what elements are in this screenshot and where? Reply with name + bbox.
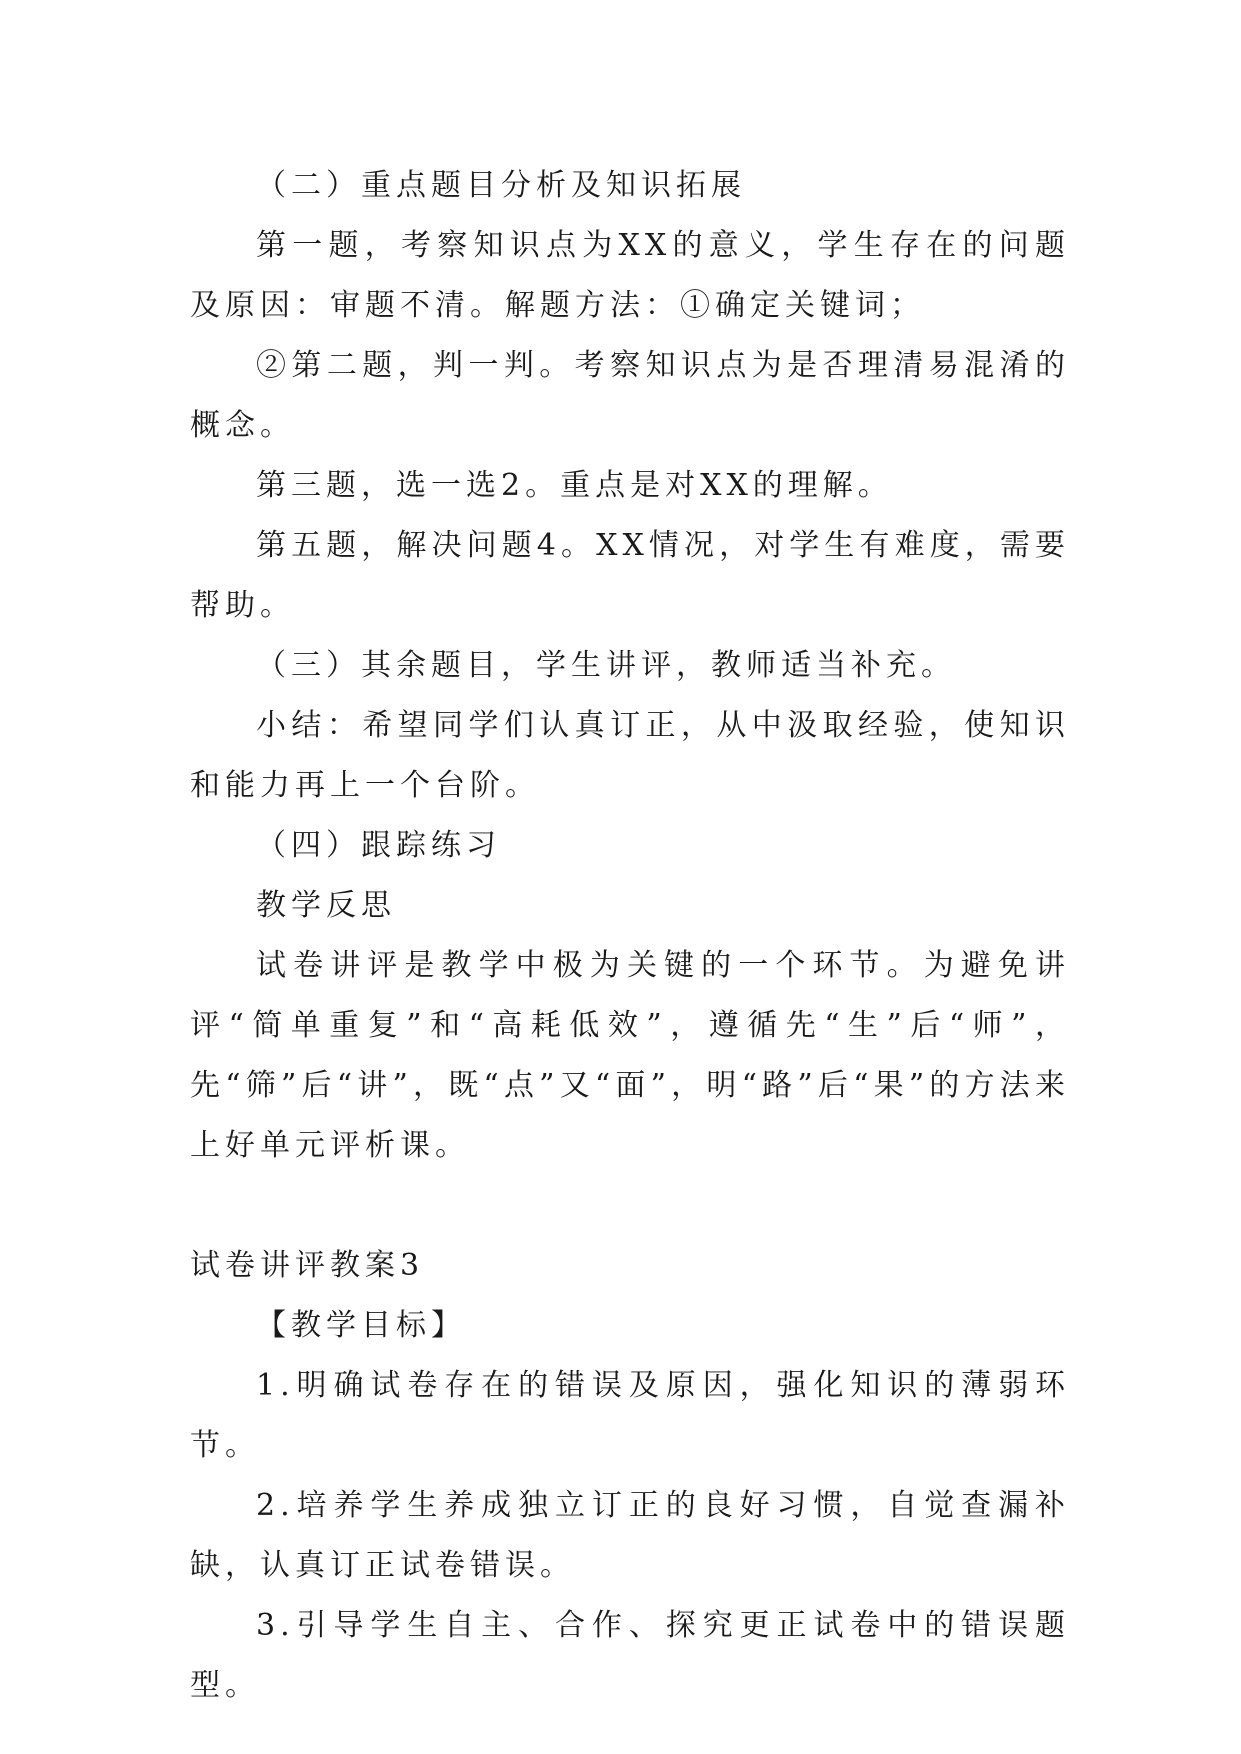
section-spacer bbox=[190, 1176, 1070, 1236]
heading-key-questions: （二）重点题目分析及知识拓展 bbox=[256, 168, 746, 203]
paragraph-question-2: ②第二题，判一判。考察知识点为是否理清易混淆的概念。 bbox=[190, 348, 1070, 443]
heading-teaching-goals: 【教学目标】 bbox=[256, 1308, 466, 1343]
paragraph-question-5: 第五题，解决问题4。XX情况，对学生有难度，需要帮助。 bbox=[190, 528, 1070, 623]
document-body bbox=[190, 156, 1070, 1716]
paragraph-question-1: 第一题，考察知识点为XX的意义，学生存在的问题及原因：审题不清。解题方法：①确定关键词； bbox=[190, 228, 1070, 323]
heading-follow-up-practice: （四）跟踪练习 bbox=[256, 828, 501, 863]
heading-teaching-reflection: 教学反思 bbox=[256, 888, 396, 923]
paragraph-summary: 小结：希望同学们认真订正，从中汲取经验，使知识和能力再上一个台阶。 bbox=[190, 708, 1070, 803]
heading-other-questions: （三）其余题目，学生讲评，教师适当补充。 bbox=[256, 648, 956, 683]
goal-item-3: 3.引导学生自主、合作、探究更正试卷中的错误题型。 bbox=[190, 1608, 1070, 1703]
section-title: 试卷讲评教案3 bbox=[190, 1248, 425, 1283]
goal-item-2: 2.培养学生养成独立订正的良好习惯，自觉查漏补缺，认真订正试卷错误。 bbox=[190, 1488, 1070, 1583]
paragraph-question-3: 第三题，选一选2。重点是对XX的理解。 bbox=[256, 468, 893, 503]
paragraph-reflection: 试卷讲评是教学中极为关键的一个环节。为避免讲评“简单重复”和“高耗低效”，遵循先“生”后“师”，先“筛”后“讲”，既“点”又“面”，明“路”后“果”的方法来上好单元评析课。 bbox=[190, 948, 1070, 1163]
goal-item-1: 1.明确试卷存在的错误及原因，强化知识的薄弱环节。 bbox=[190, 1368, 1070, 1463]
